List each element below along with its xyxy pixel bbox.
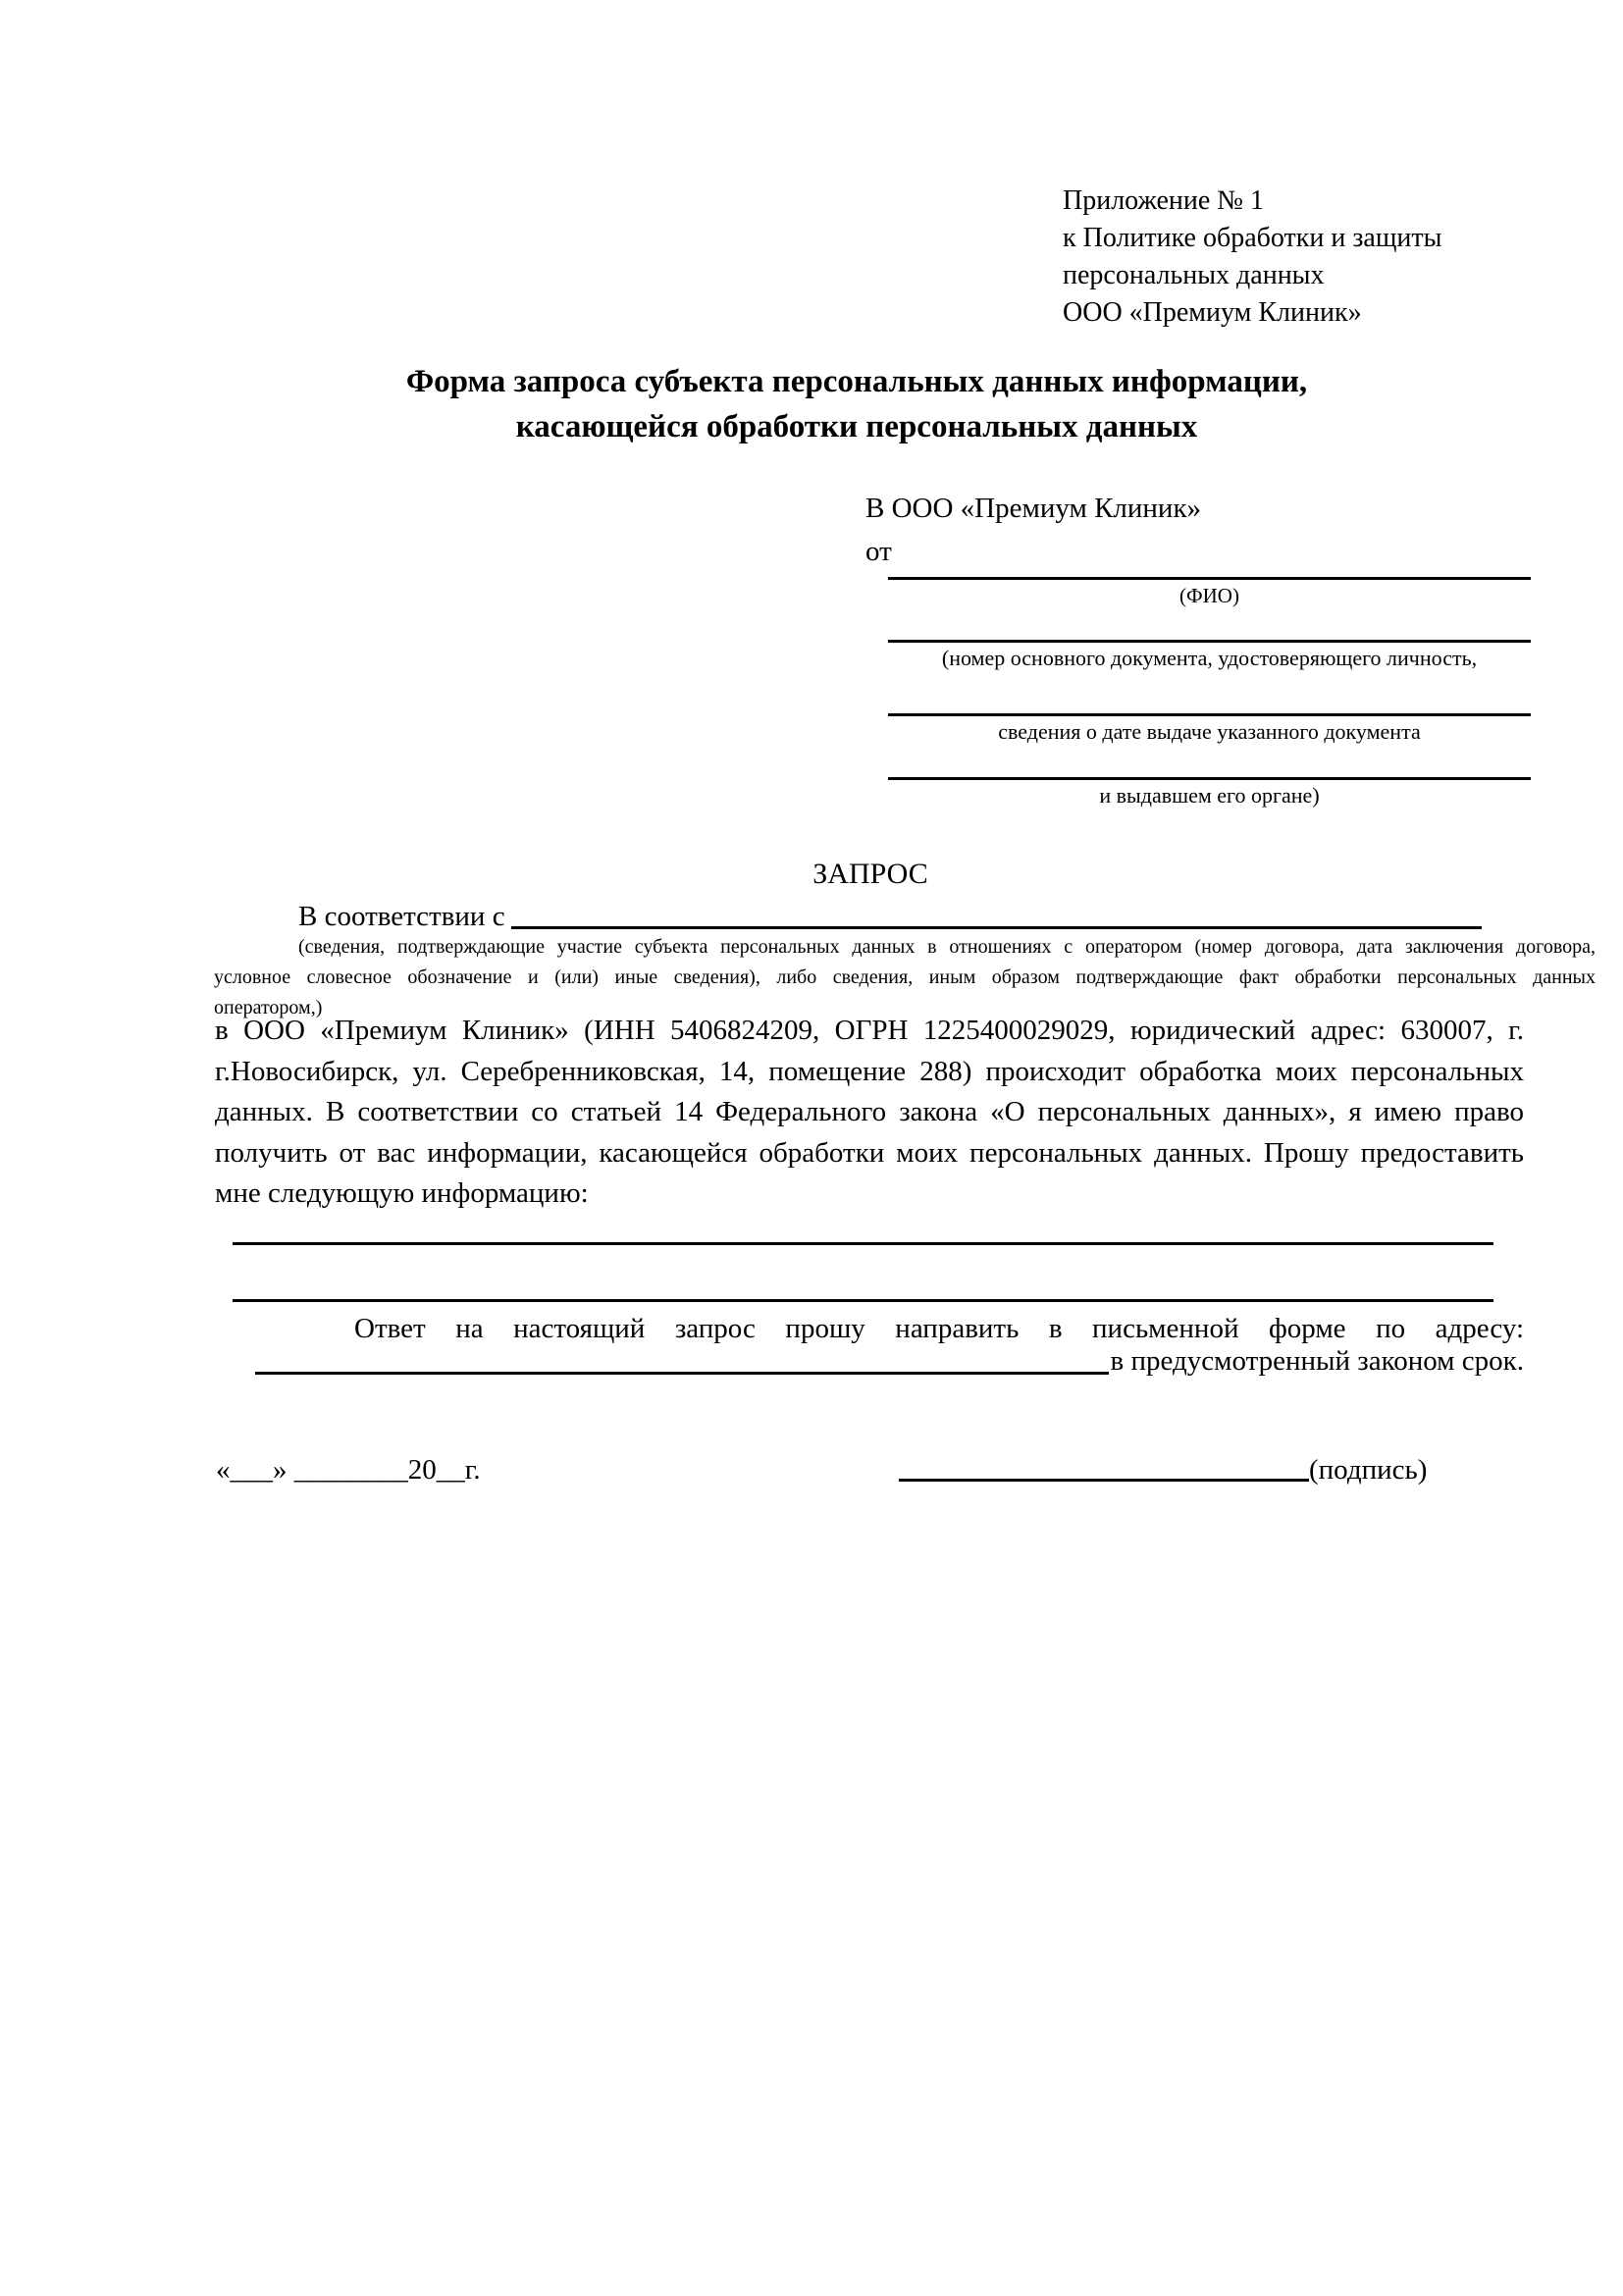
document-title xyxy=(202,359,1511,449)
signature-caption: (подпись) xyxy=(1309,1454,1428,1486)
document-title-line-1: Форма запроса субъекта персональных данных информации, xyxy=(405,364,1308,399)
addressee-block xyxy=(865,487,1201,573)
appendix-line-3: персональных данных xyxy=(1063,260,1325,290)
reply-tail-text: в предусмотренный законом срок. xyxy=(1110,1345,1524,1377)
document-number-blank-line xyxy=(888,640,1531,643)
reply-address-sentence: Ответ на настоящий запрос прошу направить в письменной форме по адресу: xyxy=(354,1313,1524,1344)
fio-blank-line xyxy=(888,577,1531,580)
document-number-field xyxy=(888,640,1531,671)
appendix-line-1: Приложение № 1 xyxy=(1063,185,1264,216)
document-issuer-caption: и выдавшем его органе) xyxy=(1099,783,1320,808)
document-date-caption: сведения о дате выдаче указанного документа xyxy=(998,719,1421,744)
addressee-to: В ООО «Премиум Клиник» xyxy=(865,493,1202,524)
fine-print-note: (сведения, подтверждающие участие субъекта персональных данных в отношениях с оператором (номер договора, дата заключения договора, условное словесное обозначение и (или) иные сведения), либо сведения, иным образом подтверждающие факт обработки персональных данных оператором,) xyxy=(214,936,1596,1018)
request-heading: ЗАПРОС xyxy=(812,858,928,890)
appendix-line-4: ООО «Премиум Клиник» xyxy=(1063,297,1362,328)
request-intro-blank-line xyxy=(511,926,1482,929)
document-number-caption: (номер основного документа, удостоверяющего личность, xyxy=(941,646,1478,670)
appendix-block xyxy=(1063,183,1441,332)
information-blank-line-2 xyxy=(233,1299,1493,1302)
reply-address-row xyxy=(255,1342,1524,1380)
reply-address-blank-line xyxy=(255,1372,1109,1375)
appendix-line-2: к Политике обработки и защиты xyxy=(1063,223,1442,253)
signature-blank-line xyxy=(899,1479,1309,1482)
request-intro-row xyxy=(216,899,1482,934)
date-field: «___» ________20__г. xyxy=(216,1454,481,1486)
document-issuer-field xyxy=(888,777,1531,809)
request-body-paragraph: в ООО «Премиум Клиник» (ИНН 5406824209, ОГРН 1225400029029, юридический адрес: 630007, г. г.Новосибирск, ул. Серебренниковская, 14, помещение 288) происходит обработка моих персональных данных. В соответствии со статьей 14 Федерального закона «О персональных данных», я имею право получить от вас информации, касающейся обработки моих персональных данных. Прошу предоставить мне следующую информацию: xyxy=(215,1015,1524,1209)
request-intro-text: В соответствии с xyxy=(298,901,505,932)
information-blank-line-1 xyxy=(233,1242,1493,1245)
fio-field xyxy=(888,577,1531,608)
document-title-line-2: касающейся обработки персональных данных xyxy=(515,409,1198,444)
document-date-blank-line xyxy=(888,713,1531,716)
document-date-field xyxy=(888,713,1531,745)
addressee-from: от xyxy=(865,536,892,567)
document-issuer-blank-line xyxy=(888,777,1531,780)
fio-caption: (ФИО) xyxy=(1179,584,1239,607)
